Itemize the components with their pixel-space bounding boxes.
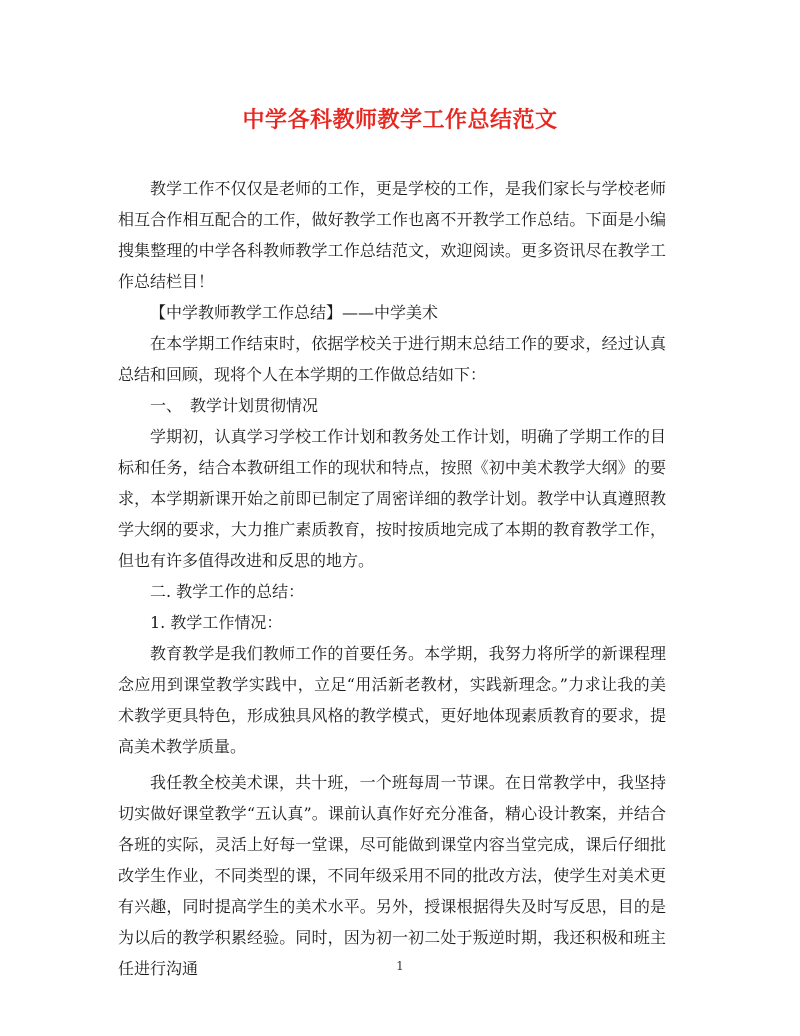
body-paragraph: 我任教全校美术课，共十班，一个班每周一节课。在日常教学中，我坚持切实做好课堂教学“五认真”。课前认真作好充分准备，精心设计教案，并结合各班的实际，灵活上好每一堂课，尽可能做到课堂内容当堂完成，课后仔细批改学生作业，不同类型的课，不同年级采用不同的批改方法，使学生对美术更有兴趣，同时提高学生的美术水平。另外，授课根据得失及时写反思，目的是为以后的教学积累经验。同时，因为初一初二处于叛逆时期，我还积极和班主任进行沟通: [118, 773, 666, 978]
subsection-heading: 1. 教学工作情况：: [150, 613, 283, 632]
section-heading: 二. 教学工作的总结：: [150, 582, 305, 601]
body-paragraph: 教育教学是我们教师工作的首要任务。本学期，我努力将所学的新课程理念应用到课堂教学实践中，立足“用活新老教材，实践新理念。”力求让我的美术教学更具特色，形成独具风格的教学模式，更好地体现素质教育的要求，提高美术教学质量。: [118, 644, 666, 756]
body-paragraph: 学期初，认真学习学校工作计划和教务处工作计划，明确了学期工作的目标和任务，结合本教研组工作的现状和特点，按照《初中美术教学大纲》的要求，本学期新课开始之前即已制定了周密详细的教学计划。教学中认真遵照教学大纲的要求，大力推广素质教育，按时按质地完成了本期的教育教学工作，但也有许多值得改进和反思的地方。: [118, 427, 666, 570]
page-number: 1: [396, 959, 404, 973]
document-title: 中学各科教师教学工作总结范文: [242, 107, 558, 133]
section-heading: 【中学教师教学工作总结】——中学美术: [150, 303, 439, 322]
document-body: [118, 173, 666, 984]
section-heading: 一、 教学计划贯彻情况: [150, 396, 319, 415]
body-paragraph: 在本学期工作结束时，依据学校关于进行期末总结工作的要求，经过认真总结和回顾，现将个人在本学期的工作做总结如下：: [118, 334, 666, 384]
intro-paragraph: 教学工作不仅仅是老师的工作，更是学校的工作，是我们家长与学校老师相互合作相互配合的工作，做好教学工作也离不开教学工作总结。下面是小编搜集整理的中学各科教师教学工作总结范文，欢迎阅读。更多资讯尽在教学工作总结栏目！: [118, 179, 666, 291]
